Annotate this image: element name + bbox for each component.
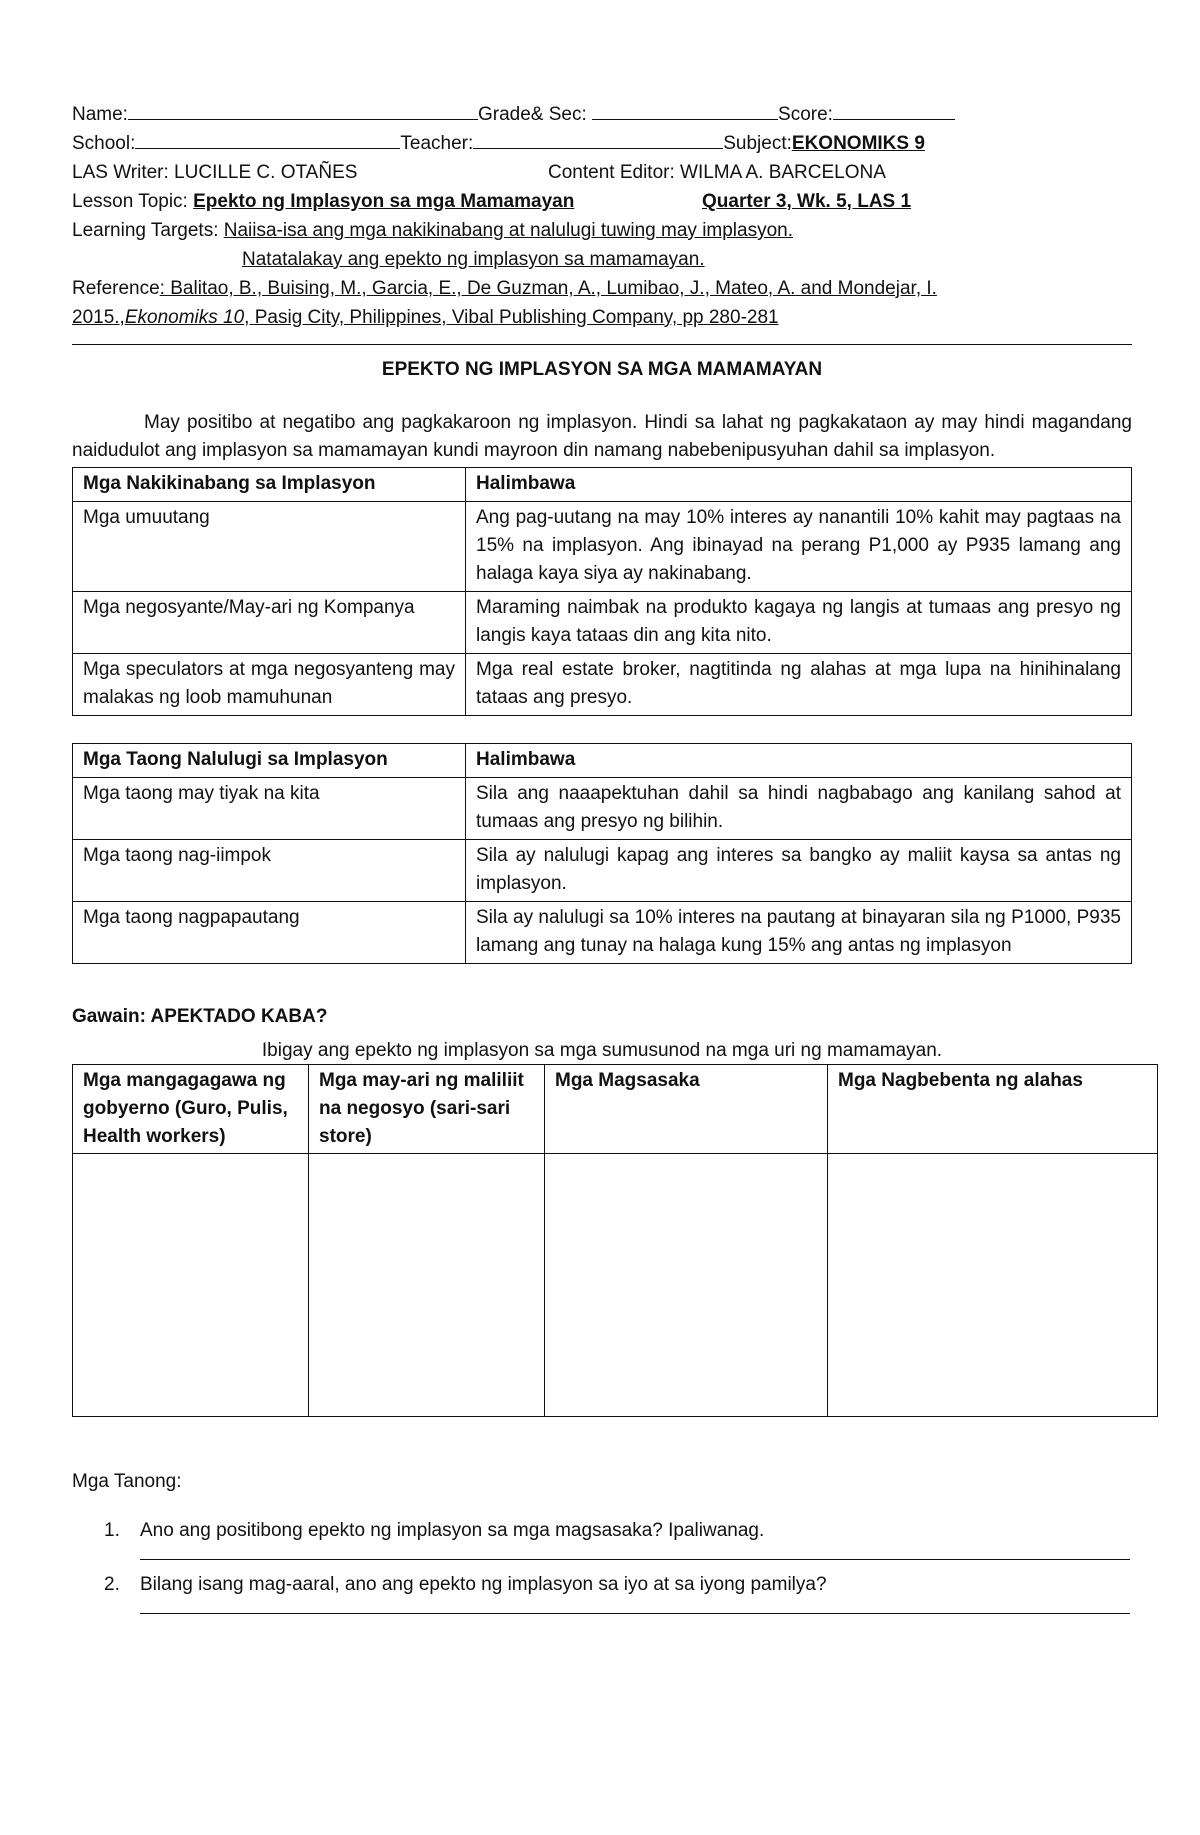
table-cell: Mga umuutang	[73, 502, 466, 592]
table-cell: Mga taong may tiyak na kita	[73, 778, 466, 840]
editor-label: Content Editor: WILMA A. BARCELONA	[548, 162, 886, 183]
table-row	[73, 592, 1132, 654]
question-item	[72, 1570, 1132, 1599]
table-header-row	[73, 468, 1132, 502]
divider	[72, 344, 1132, 345]
score-blank[interactable]	[833, 101, 955, 120]
table-cell: Mga negosyante/May-ari ng Kompanya	[73, 592, 466, 654]
table-cell: Sila ay nalulugi sa 10% interes na pautang at binayaran sila ng P1000, P935 lamang ang tunay na halaga kung 15% ang antas ng implasyon	[466, 902, 1132, 964]
name-blank[interactable]	[128, 101, 478, 120]
table-cell: Mga taong nag-iimpok	[73, 840, 466, 902]
answer-cell[interactable]	[828, 1154, 1158, 1417]
question-item	[72, 1516, 1132, 1545]
answer-line[interactable]	[140, 1599, 1130, 1614]
questions-label: Mga Tanong:	[72, 1471, 182, 1492]
beneficiaries-table	[72, 467, 1132, 716]
grade-label: Grade& Sec:	[477, 104, 587, 125]
answer-cell[interactable]	[309, 1154, 545, 1417]
table-row	[73, 778, 1132, 840]
answer-line[interactable]	[140, 1545, 1130, 1560]
header-line-3	[72, 158, 1132, 187]
target-2: Natatalakay ang epekto ng implasyon sa mamamayan.	[242, 249, 705, 270]
worksheet	[72, 100, 1132, 1614]
table-header-cell: Mga Taong Nalulugi sa Implasyon	[73, 744, 466, 778]
header-line-2	[72, 129, 1132, 158]
name-label: Name:	[72, 104, 128, 125]
table-header-cell: Mga Nagbebenta ng alahas	[828, 1065, 1158, 1154]
table-cell: Mga real estate broker, nagtitinda ng alahas at mga lupa na hinihinalang tataas ang presyo.	[466, 654, 1132, 716]
table-header-cell: Halimbawa	[466, 744, 1132, 778]
question-text: Bilang isang mag-aaral, ano ang epekto ng implasyon sa iyo at sa iyong pamilya?	[140, 1574, 827, 1595]
header-line-6	[72, 245, 1132, 274]
quarter-label: Quarter 3, Wk. 5, LAS 1	[702, 191, 912, 212]
table-cell: Mga speculators at mga negosyanteng may malakas ng loob mamuhunan	[73, 654, 466, 716]
table-cell: Maraming naimbak na produkto kagaya ng langis at tumaas ang presyo ng langis kaya tataas din ang kita nito.	[466, 592, 1132, 654]
teacher-label: Teacher:	[400, 133, 474, 154]
target-1: Naiisa-isa ang mga nakikinabang at nalulugi tuwing may implasyon.	[223, 220, 794, 241]
targets-label: Learning Targets:	[72, 220, 224, 241]
reference-book: Ekonomiks 10	[124, 307, 245, 328]
header-line-4	[72, 187, 1132, 216]
table-cell: Ang pag-uutang na may 10% interes ay nanantili 10% kahit may pagtaas na 15% na implasyon. Ang ibinayad na perang P1,000 ay P935 lamang ang halaga kaya siya ay nakinabang.	[466, 502, 1132, 592]
table-header-row	[73, 1065, 1158, 1154]
page-title: EPEKTO NG IMPLASYON SA MGA MAMAMAYAN	[381, 359, 823, 380]
subject-value: EKONOMIKS 9	[791, 133, 925, 154]
reference-rest: , Pasig City, Philippines, Vibal Publishing Company, pp 280-281	[244, 307, 779, 328]
activity-instruction: Ibigay ang epekto ng implasyon sa mga sumusunod na mga uri ng mamamayan.	[261, 1040, 943, 1061]
reference-label: Reference	[72, 278, 160, 299]
header-line-8	[72, 303, 1132, 332]
intro-paragraph: May positibo at negatibo ang pagkakaroon ng implasyon. Hindi sa lahat ng pagkakataon ay may hindi magandang naidudulot ang implasyon sa mamamayan kundi mayroon din namang nabebenipusyuhan dahil sa implasyon.	[72, 412, 1132, 461]
score-label: Score:	[778, 104, 833, 125]
activity-title: Gawain: APEKTADO KABA?	[72, 1006, 328, 1027]
table-header-cell: Mga Nakikinabang sa Implasyon	[73, 468, 466, 502]
header-line-5	[72, 216, 1132, 245]
topic-value: Epekto ng Implasyon sa mga Mamamayan	[193, 191, 575, 212]
question-number: 2.	[104, 1574, 120, 1595]
activity-table	[72, 1064, 1158, 1417]
table-header-cell: Mga may-ari ng maliliit na negosyo (sari-sari store)	[309, 1065, 545, 1154]
table-header-cell: Mga Magsasaka	[545, 1065, 828, 1154]
reference-line-1: : Balitao, B., Buising, M., Garcia, E., De Guzman, A., Lumibao, J., Mateo, A. and Mondejar, I.	[159, 278, 937, 299]
table-row	[73, 654, 1132, 716]
questions-section	[72, 1467, 1132, 1614]
grade-blank[interactable]	[592, 101, 778, 120]
question-number: 1.	[104, 1520, 120, 1541]
answer-cell[interactable]	[545, 1154, 828, 1417]
table-row	[73, 902, 1132, 964]
table-row	[73, 502, 1132, 592]
teacher-blank[interactable]	[473, 130, 723, 149]
header-line-1	[72, 100, 1132, 129]
table-header-cell: Mga mangagagawa ng gobyerno (Guro, Pulis, Health workers)	[73, 1065, 309, 1154]
table-header-row	[73, 744, 1132, 778]
topic-label: Lesson Topic:	[72, 191, 194, 212]
table-header-cell: Halimbawa	[466, 468, 1132, 502]
subject-label: Subject:	[723, 133, 792, 154]
table-cell: Mga taong nagpapautang	[73, 902, 466, 964]
spacer	[72, 716, 1132, 743]
table-row	[73, 840, 1132, 902]
losers-table	[72, 743, 1132, 964]
writer-label: LAS Writer: LUCILLE C. OTAÑES	[72, 162, 358, 183]
answer-cell[interactable]	[73, 1154, 309, 1417]
reference-year: 2015.,	[72, 307, 125, 328]
school-label: School:	[72, 133, 136, 154]
question-text: Ano ang positibong epekto ng implasyon sa mga magsasaka? Ipaliwanag.	[140, 1520, 765, 1541]
answer-row	[73, 1154, 1158, 1417]
table-cell: Sila ay nalulugi kapag ang interes sa bangko ay maliit kaysa sa antas ng implasyon.	[466, 840, 1132, 902]
header-line-7	[72, 274, 1132, 303]
table-cell: Sila ang naaapektuhan dahil sa hindi nagbabago ang kanilang sahod at tumaas ang presyo ng bilihin.	[466, 778, 1132, 840]
school-blank[interactable]	[135, 130, 400, 149]
